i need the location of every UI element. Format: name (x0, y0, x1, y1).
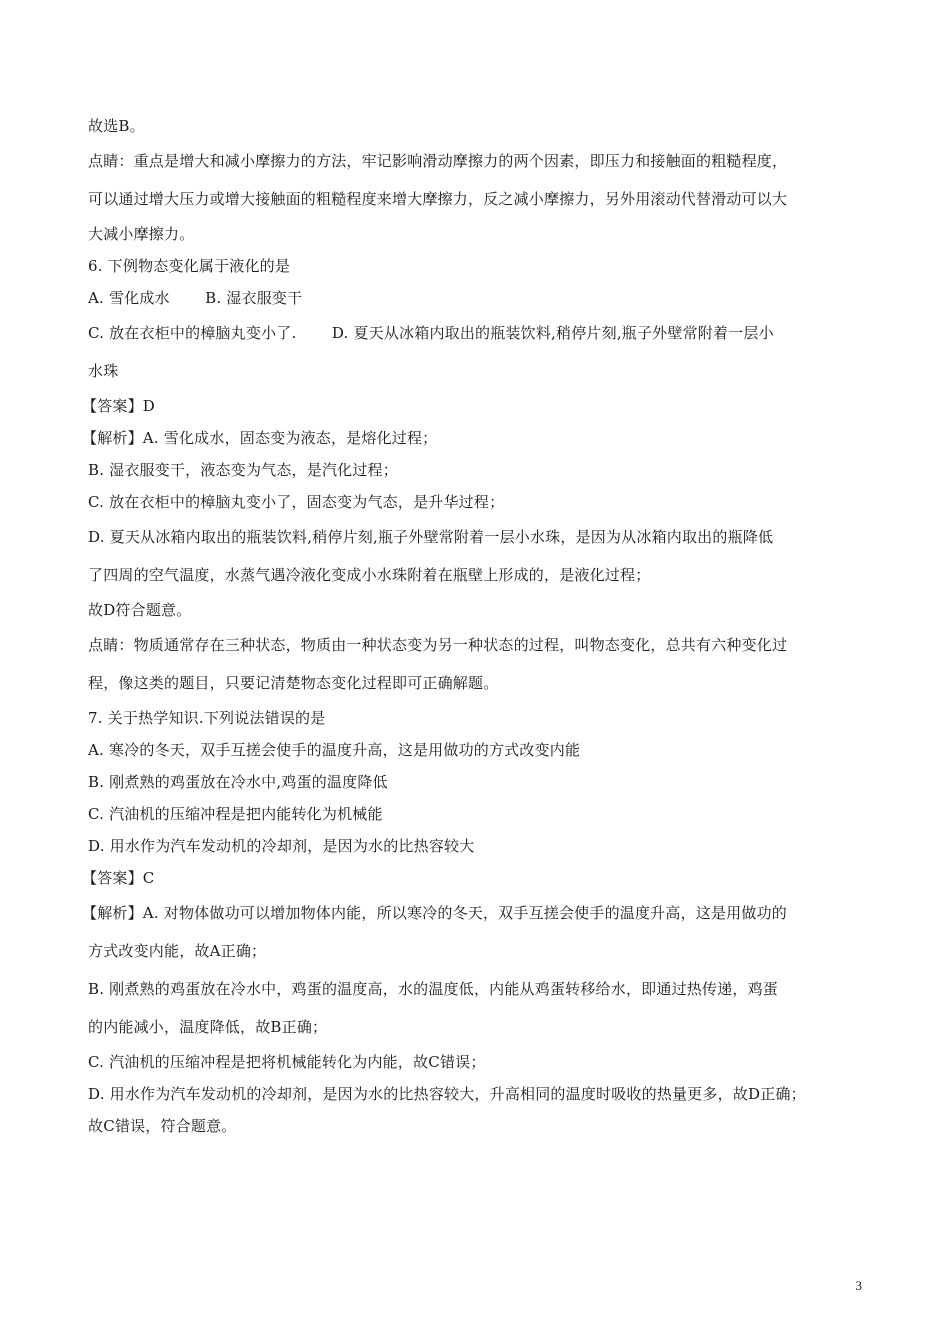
page-number: 3 (855, 1278, 862, 1293)
analysis-line: 方式改变内能，故A正确； (88, 942, 267, 960)
answer-key: 【答案】D (82, 397, 156, 415)
analysis-line: 【解析】A. 对物体做功可以增加物体内能，所以寒冷的冬天，双手互搓会使手的温度升高，这是用做功的 (82, 904, 787, 922)
analysis-line: 【解析】A. 雪化成水，固态变为液态，是熔化过程； (82, 429, 438, 447)
answer-option: A. 雪化成水 B. 湿衣服变干 (88, 289, 303, 307)
answer-option: C. 汽油机的压缩冲程是把内能转化为机械能 (88, 805, 383, 823)
answer-key: 【答案】C (82, 869, 155, 887)
text-line: 点睛：物质通常存在三种状态，物质由一种状态变为另一种状态的过程，叫物态变化，总共有六种变化过 (88, 636, 788, 654)
analysis-line: C. 汽油机的压缩冲程是把将机械能转化为内能，故C错误； (88, 1053, 486, 1071)
text-line: 点睛：重点是增大和减小摩擦力的方法，牢记影响滑动摩擦力的两个因素，即压力和接触面的粗糙程度， (88, 152, 788, 170)
text-line: 程，像这类的题目，只要记清楚物态变化过程即可正确解题。 (88, 674, 499, 692)
answer-option: D. 用水作为汽车发动机的冷却剂，是因为水的比热容较大 (88, 837, 475, 855)
text-line: 大减小摩擦力。 (88, 225, 195, 243)
text-line: 水珠 (88, 362, 119, 380)
text-line: 故选B。 (88, 117, 145, 135)
answer-option: C. 放在衣柜中的樟脑丸变小了. D. 夏天从冰箱内取出的瓶装饮料,稍停片刻,瓶子外壁常附着一层小 (88, 324, 774, 342)
question-title: 6. 下例物态变化属于液化的是 (88, 257, 291, 275)
analysis-line: B. 刚煮熟的鸡蛋放在冷水中，鸡蛋的温度高，水的温度低，内能从鸡蛋转移给水，即通过热传递，鸡蛋 (88, 980, 778, 998)
analysis-line: B. 湿衣服变干，液态变为气态，是汽化过程； (88, 461, 398, 479)
analysis-line: 了四周的空气温度，水蒸气遇冷液化变成小水珠附着在瓶壁上形成的，是液化过程； (88, 566, 651, 584)
analysis-line: 故C错误，符合题意。 (88, 1117, 237, 1135)
analysis-line: C. 放在衣柜中的樟脑丸变小了，固态变为气态，是升华过程； (88, 493, 505, 511)
analysis-line: 的内能减小，温度降低，故B正确； (88, 1018, 328, 1036)
analysis-line: 故D符合题意。 (88, 601, 192, 619)
question-title: 7. 关于热学知识.下列说法错误的是 (88, 709, 326, 727)
document-body (82, 110, 868, 1142)
analysis-line: D. 用水作为汽车发动机的冷却剂，是因为水的比热容较大，升高相同的温度时吸收的热量更多，故D正确； (88, 1085, 806, 1103)
answer-option: A. 寒冷的冬天，双手互搓会使手的温度升高，这是用做功的方式改变内能 (88, 741, 581, 759)
analysis-line: D. 夏天从冰箱内取出的瓶装饮料,稍停片刻,瓶子外壁常附着一层小水珠，是因为从冰箱内取出的瓶降低 (88, 528, 774, 546)
text-line: 可以通过增大压力或增大接触面的粗糙程度来增大摩擦力，反之减小摩擦力，另外用滚动代替滑动可以大 (88, 190, 788, 208)
answer-option: B. 刚煮熟的鸡蛋放在冷水中,鸡蛋的温度降低 (88, 773, 388, 791)
